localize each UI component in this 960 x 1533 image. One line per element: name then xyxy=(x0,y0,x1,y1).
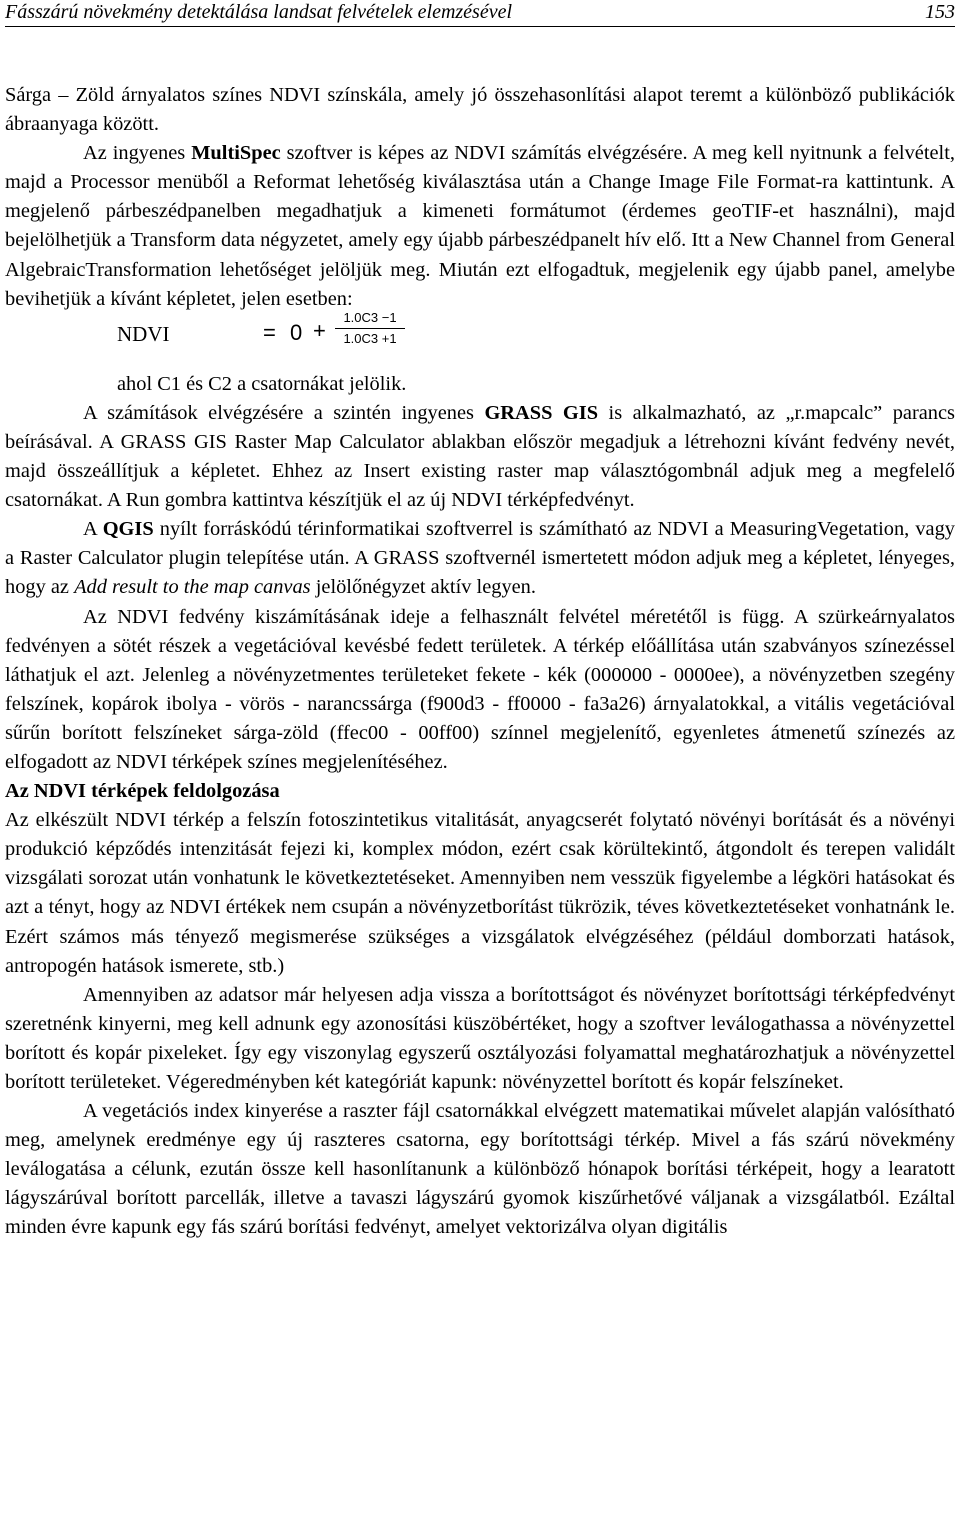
paragraph-threshold: Amennyiben az adatsor már helyesen adja vissza a borítottságot és növényzet borítottsági térképfedvényt szeretnénk kinyerni, meg kell adnunk egy azonosítási küszöbértéket, hogy a szoftver leválogathassa a növényzettel borított és kopár pixeleket. Így egy viszonylag egyszerű osztályozási folyamattal meghatározhatjuk a növényzettel borított területeket. Végeredményben két kategóriát kapunk: növényzettel borított és kopár felszíneket. xyxy=(5,983,955,1093)
formula-equals: = xyxy=(263,319,276,345)
formula-numerator: 1.0C3 −1 xyxy=(335,308,405,329)
ndvi-formula xyxy=(5,309,955,370)
formula-lhs: NDVI xyxy=(117,321,170,346)
section-heading: Az NDVI térképek feldolgozása xyxy=(5,780,280,803)
software-name-multispec: MultiSpec xyxy=(191,142,281,165)
paragraph-qgis: A QGIS nyílt forráskódú térinformatikai szoftverrel is számítható az NDVI a MeasuringVegetation, vagy a Raster Calculator plugin telepítése után. A GRASS szoftvernél ismertetett módon adjuk meg a képletet, lényeges, hogy az Add result to the map canvas jelölőnégyzet aktív legyen. xyxy=(5,518,955,599)
software-name-grass: GRASS GIS xyxy=(484,401,599,424)
formula-fraction xyxy=(335,308,405,349)
page-header xyxy=(5,0,955,27)
formula-denominator: 1.0C3 +1 xyxy=(343,330,397,346)
paragraph-multispec: Az ingyenes MultiSpec szoftver is képes az NDVI számítás elvégzésére. A meg kell nyitnunk a felvételt, majd a Processor menüből a Reformat lehetőség kiválasztása után a Change Image File Format-ra kattintunk. A megjelenő párbeszédpanelben megadhatjuk a kimeneti formátumot (érdemes geoTIF-et használni), majd bejelölhetjük a Transform data négyzetet, amely egy újabb párbeszédpanelt hív elő. Itt a New Channel from General AlgebraicTransformation lehetőséget jelöljük meg. Miután ezt elfogadtuk, megjelenik egy újabb panel, amelybe bevihetjük a kívánt képletet, jelen esetben: xyxy=(5,142,955,310)
running-title: Fásszárú növekmény detektálása landsat felvételek elemzésével xyxy=(5,1,513,23)
page-body xyxy=(5,81,955,1243)
page-number: 153 xyxy=(925,1,955,23)
paragraph-ndvi-coloring: Az NDVI fedvény kiszámításának ideje a felhasznált felvétel méretétől is függ. A szürkeárnyalatos fedvényen a sötét részek a vegetációval kevésbé fedett területek. A térkép előállítása után szabványos színezéssel láthatjuk el azt. Jelenleg a növényzetmentes területeket fekete - kék (000000 - 0000ee), a növényzetben szegény felszínek, kopárok ibolya - vörös - narancssárga (f900d3 - ff0000 - fa3a26) árnyalatokkal, a vitális vegetációval sűrűn borított felszíneket sárga-zöld (ffec00 - 00ff00) színnel megjelenítő, egyenletes átmenetű színezés az elfogadott az NDVI térképek színes megjelenítéséhez. xyxy=(5,605,955,773)
paragraph-grass-gis: A számítások elvégzésére a szintén ingyenes GRASS GIS is alkalmazható, az „r.mapcalc” parancs beírásával. A GRASS GIS Raster Map Calculator ablakban először megadjuk a létrehozni kívánt fedvény nevét, majd összeállítjuk a képletet. Ehhez az Insert existing raster map választógombnál adjuk meg a megfelelő csatornákat. A Run gombra kattintva készítjük el az új NDVI térképfedvényt. xyxy=(5,401,955,512)
paragraph-ndvi-color-scale: Sárga – Zöld árnyalatos színes NDVI színskála, amely jó összehasonlítási alapot teremt a különböző publikációk ábraanyaga között. xyxy=(5,84,955,136)
formula-plus: + xyxy=(313,317,326,343)
paragraph-vegetation-index: A vegetációs index kinyerése a raszter fájl csatornákkal elvégzett matematikai művelet alapján valósítható meg, amelynek eredménye egy új raszteres csatorna, egy borítottsági térkép. Mivel a fás szárú növekmény leválogatása a célunk, ezután össze kell hasonlítanunk a különböző hónapok borítási térképeit, hogy a learatott lágyszárúval borított parcellák, illetve a tavaszi lágyszárú gyomok kiszűrhetővé váljanak a vizsgálatból. Ezáltal minden évre kapunk egy fás szárú borítási fedvényt, amelyet vektorizálva olyan digitális xyxy=(5,1100,955,1239)
software-name-qgis: QGIS xyxy=(102,518,154,541)
option-name-add-result: Add result to the map canvas xyxy=(74,576,311,599)
paragraph-ndvi-interpretation: Az elkészült NDVI térkép a felszín fotoszintetikus vitalitását, anyagcserét folytató növényi borítását és a növényi produkció képződés intenzitását fejezi ki, komplex módon, ezért csak körültekintő, átgondolt és terepen validált vizsgálati sorozat után vonhatunk le következtetéseket. Amennyiben nem vesszük figyelembe a légköri hatásokat és azt a tényt, hogy az NDVI értékek nem csupán a növényzetborítást tükrözik, téves következtetéseket vonhatnánk le. Ezért számos más tényező megismerése szükséges a vizsgálatok elvégzéséhez (például domborzati hatások, antropogén hatások ismerete, stb.) xyxy=(5,809,955,977)
formula-zero: 0 xyxy=(290,319,303,345)
formula-note: ahol C1 és C2 a csatornákat jelölik. xyxy=(117,372,407,395)
